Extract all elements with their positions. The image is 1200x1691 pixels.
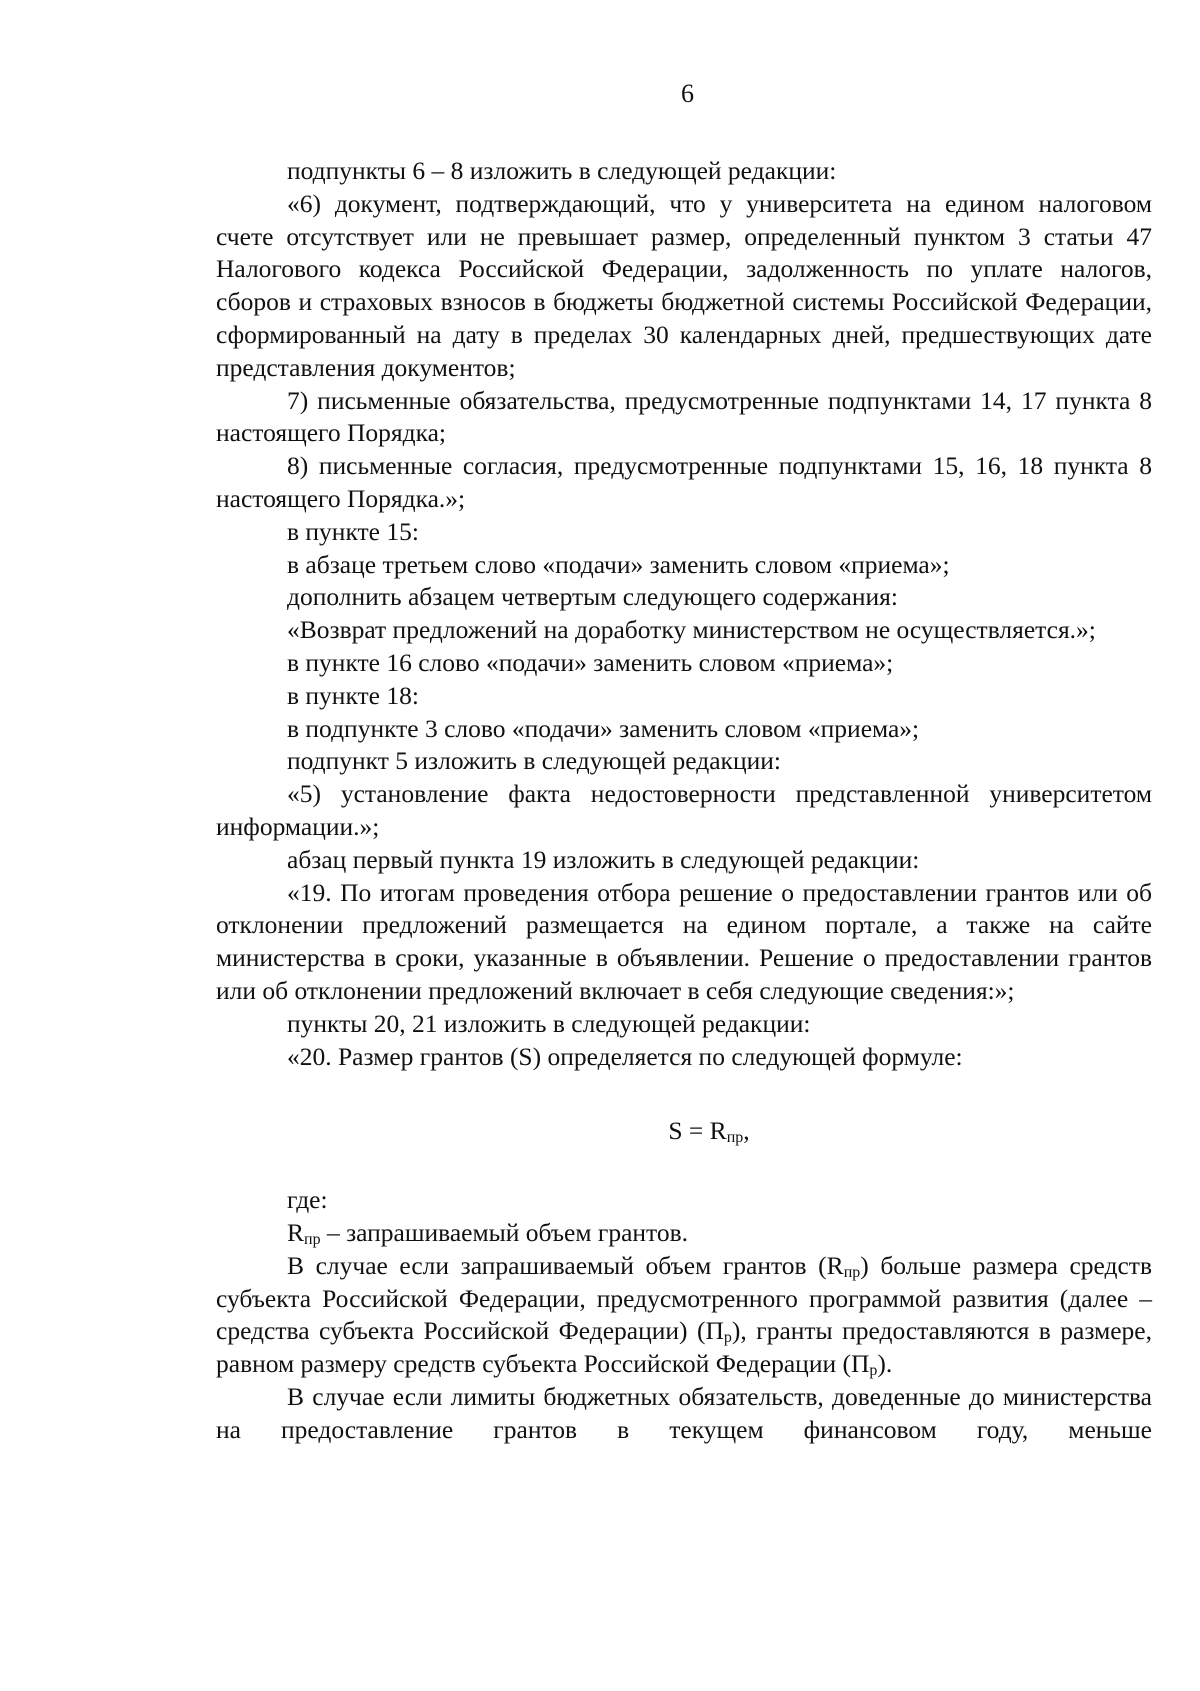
formula-tail: , [743, 1116, 750, 1146]
paragraph: «5) установление факта недостоверности представленной университетом информации.»; [216, 779, 1152, 841]
text-fragment: ) больше размера средств субъекта Российской Федерации, предусмотренного программой развития (далее – средства субъекта Российской Федерации) (П [216, 1250, 1152, 1346]
paragraph: в пункте 18: [287, 680, 419, 710]
text-fragment: В случае если запрашиваемый объем грантов (R [287, 1250, 844, 1280]
document-body [216, 155, 1152, 1446]
paragraph: 7) письменные обязательства, предусмотренные подпунктами 14, 17 пункта 8 настоящего Порядка; [216, 385, 1152, 448]
paragraph: «19. По итогам проведения отбора решение о предоставлении грантов или об отклонении предложений размещается на едином портале, а также на сайте министерства в сроки, указанные в объявлении. Решение о предоставлении грантов или об отклонении предложений включает в себя следующие сведения:»; [216, 877, 1152, 1005]
paragraph: абзац первый пункта 19 изложить в следующей редакции: [287, 844, 920, 874]
paragraph: «Возврат предложений на доработку министерством не осуществляется.»; [287, 615, 1096, 645]
paragraph: дополнить абзацем четвертым следующего содержания: [287, 582, 898, 612]
paragraph: «6) документ, подтверждающий, что у университета на едином налоговом счете отсутствует или не превышает размер, определенный пунктом 3 статьи 47 Налогового кодекса Российской Федерации, задолженность по уплате налогов, сборов и страховых взносов в бюджеты бюджетной системы Российской Федерации, сформированный на дату в пределах 30 календарных дней, предшествующих дате представления документов; [216, 188, 1152, 382]
subscript: р [869, 1362, 878, 1380]
paragraph: пункты 20, 21 изложить в следующей редакции: [287, 1008, 811, 1038]
page-number: 6 [681, 79, 694, 108]
paragraph: в пункте 15: [287, 516, 419, 546]
paragraph-where: где: [287, 1185, 328, 1215]
paragraph-case-limits: В случае если лимиты бюджетных обязательств, доведенные до министерства на предоставление грантов в текущем финансовом году, меньше [216, 1381, 1152, 1444]
subscript: р [723, 1329, 732, 1347]
grant-formula [216, 1115, 1152, 1148]
text-fragment: ). [877, 1349, 893, 1379]
r-subscript: пр [304, 1230, 321, 1248]
paragraph: в подпункте 3 слово «подачи» заменить словом «приема»; [287, 713, 920, 743]
formula-main: S = R [668, 1116, 727, 1146]
paragraph-r-definition [216, 1217, 1152, 1250]
formula-subscript: пр [726, 1129, 744, 1147]
paragraph: подпункт 5 изложить в следующей редакции: [287, 746, 781, 776]
paragraph-case-requested-exceeds [216, 1250, 1152, 1381]
r-definition-text: – запрашиваемый объем грантов. [320, 1217, 689, 1247]
text-fragment: ), гранты предоставляются в размере, равном размеру средств субъекта Российской Федерации (П [216, 1316, 1152, 1379]
paragraph: подпункты 6 – 8 изложить в следующей редакции: [287, 156, 837, 185]
paragraph: в абзаце третьем слово «подачи» заменить словом «приема»; [287, 549, 950, 579]
subscript: пр [843, 1263, 861, 1281]
r-symbol: R [287, 1217, 305, 1247]
paragraph: «20. Размер грантов (S) определяется по следующей формуле: [287, 1041, 963, 1071]
paragraph: 8) письменные согласия, предусмотренные подпунктами 15, 16, 18 пункта 8 настоящего Порядка.»; [216, 451, 1152, 513]
paragraph: в пункте 16 слово «подачи» заменить словом «приема»; [287, 647, 894, 677]
